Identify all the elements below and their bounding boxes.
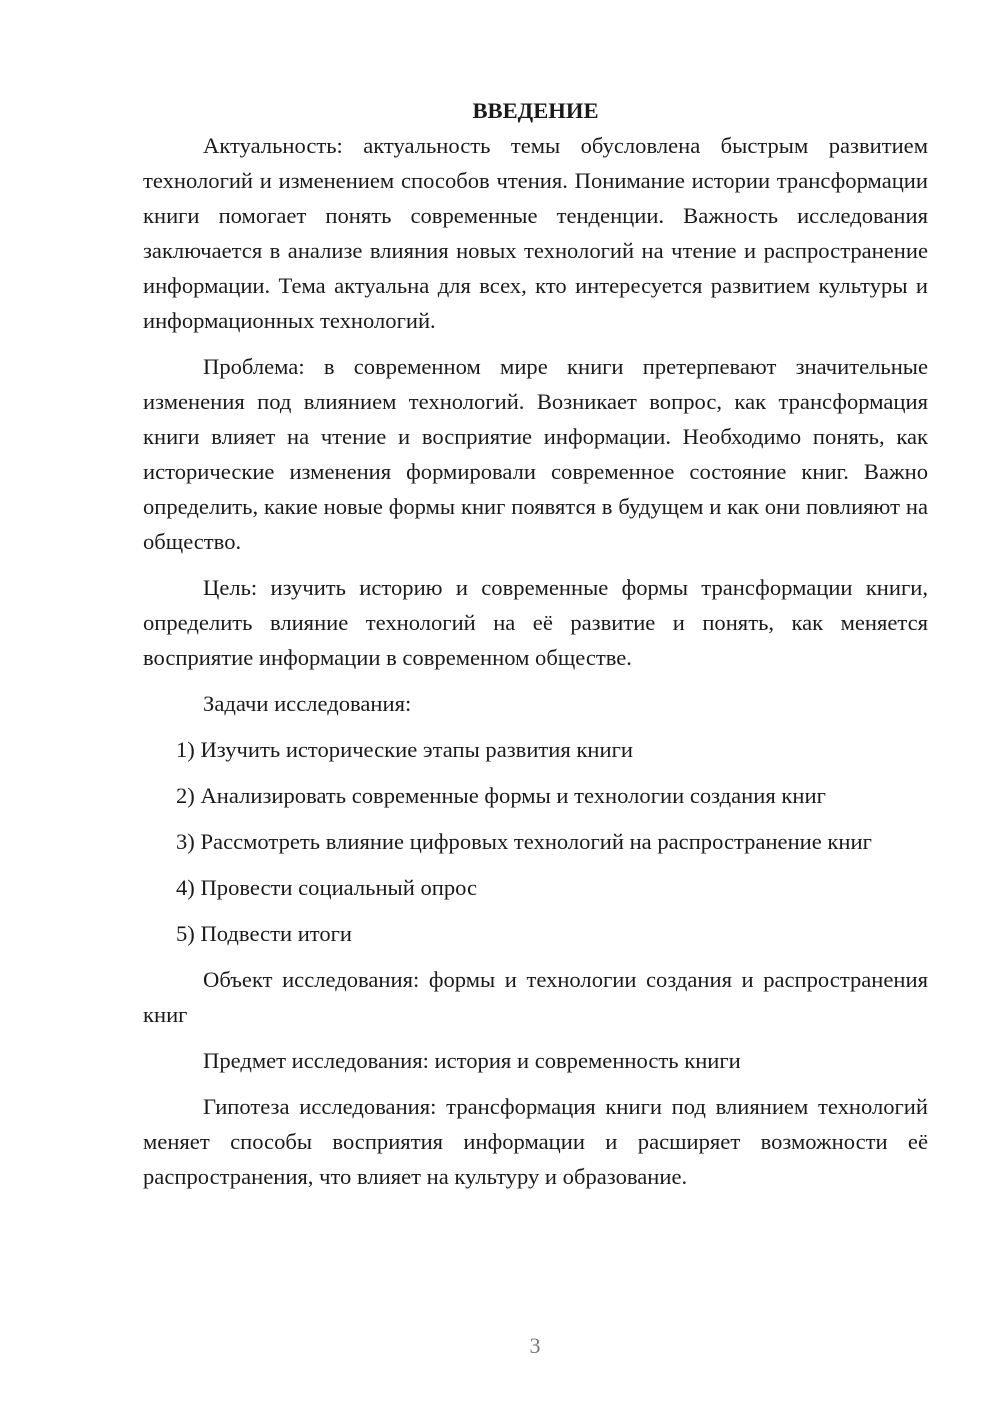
page-number: 3: [529, 1333, 541, 1358]
object-paragraph: Объект исследования: формы и технологии создания и распространения книг: [143, 967, 928, 1027]
hypothesis-paragraph: Гипотеза исследования: трансформация книги под влиянием технологий меняет способы восприятия информации и расширяет возможности её распространения, что влияет на культуру и образование.: [143, 1094, 928, 1189]
subject-paragraph: Предмет исследования: история и современность книги: [203, 1048, 741, 1073]
document-body: [143, 93, 928, 1205]
tasks-heading: Задачи исследования:: [203, 691, 412, 716]
task-item-4: 4) Провести социальный опрос: [176, 875, 478, 900]
relevance-paragraph: Актуальность: актуальность темы обусловлена быстрым развитием технологий и изменением способов чтения. Понимание истории трансформации книги помогает понять современные тенденции. Важность исследования заключается в анализе влияния новых технологий на чтение и распространение информации. Тема актуальна для всех, кто интересуется развитием культуры и информационных технологий.: [143, 133, 928, 333]
problem-paragraph: Проблема: в современном мире книги претерпевают значительные изменения под влиянием технологий. Возникает вопрос, как трансформация книги влияет на чтение и восприятие информации. Необходимо понять, как исторические изменения формировали современное состояние книг. Важно определить, какие новые формы книг появятся в будущем и как они повлияют на общество.: [143, 354, 928, 554]
task-item-5: 5) Подвести итоги: [176, 921, 353, 946]
task-item-3: 3) Рассмотреть влияние цифровых технологий на распространение книг: [176, 829, 872, 854]
task-item-2: 2) Анализировать современные формы и технологии создания книг: [176, 783, 826, 808]
task-item-1: 1) Изучить исторические этапы развития книги: [176, 737, 633, 762]
goal-paragraph: Цель: изучить историю и современные формы трансформации книги, определить влияние технологий на её развитие и понять, как меняется восприятие информации в современном обществе.: [143, 575, 928, 670]
section-title: ВВЕДЕНИЕ: [472, 98, 599, 123]
